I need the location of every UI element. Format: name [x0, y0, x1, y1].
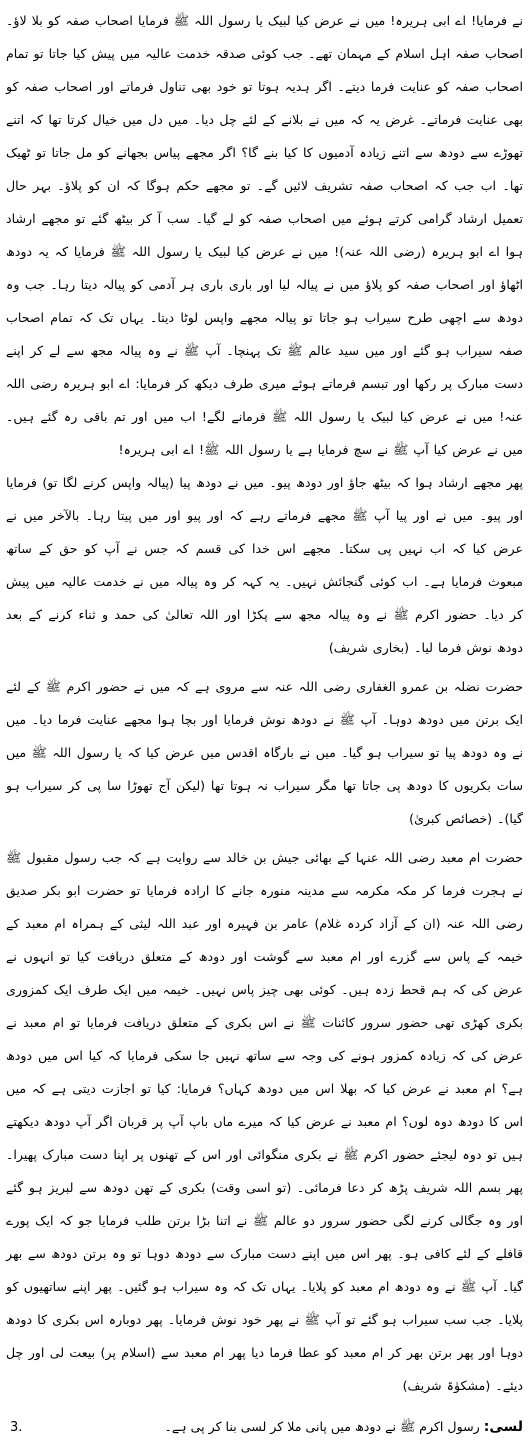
paragraph-3: حضرت نضلہ بن عمرو الغفاری رضی اللہ عنہ سے مروی ہے کہ میں نے حضور اکرم ﷺ کے لئے ایک برتن میں دودھ دوہا۔ آپ ﷺ نے دودھ نوش فرمایا اور بچا ہوا مجھے عنایت فرما دیا۔ میں نے وہ دودھ پیا تو سیراب ہو گیا۔ میں نے بارگاہ اقدس میں عرض کیا کہ یا رسول اللہ ﷺ میں سات بکریوں کا دودھ پی جاتا تھا مگر سیراب نہ ہوتا تھا (لیکن آج تھوڑا سا پی کر سیراب ہو گیا)۔ (خصائص کبریٰ) [6, 679, 523, 826]
list-item-text: رسول اکرم ﷺ نے دودھ میں پانی ملا کر لسی بنا کر پی ہے۔ [164, 1419, 480, 1434]
document-page [6, 4, 523, 1444]
paragraph-4: حضرت ام معبد رضی اللہ عنہا کے بھائی جیش بن خالد سے روایت ہے کہ جب رسول مقبول ﷺ نے ہجرت فرما کر مکہ مکرمہ سے مدینہ منورہ جانے کا ارادہ فرمایا تو حضرت ابو بکر صدیق رضی اللہ عنہ (ان کے آزاد کردہ غلام) عامر بن فہیرہ اور عبد اللہ لیثی کے ہمراہ ام معبد کے خیمہ کے پاس سے گزرے اور ام معبد سے گوشت اور دودھ کے متعلق دریافت کیا تو انہوں نے عرض کی کہ ہم قحط زدہ ہیں۔ کوئی بھی چیز پاس نہیں۔ خیمہ میں ایک طرف ایک کمزوری بکری کھڑی تھی حضور سرور کائنات ﷺ نے اس بکری کے متعلق دریافت فرمایا تو ام معبد نے عرض کی کہ زیادہ کمزور ہونے کی وجہ سے ساتھ نہیں جا سکی فرمایا کہ کیا اس میں دودھ ہے؟ ام معبد نے عرض کیا کہ بھلا اس میں دودھ کہاں؟ فرمایا: کیا تو اجازت دیتی ہے کہ میں اس کا دودھ دوہ لوں؟ ام معبد نے عرض کیا کہ میرے ماں باپ آپ پر قربان اگر آپ دودھ دیکھتے ہیں تو دوہ لیجئے حضور اکرم ﷺ نے بکری منگوائی اور اس کے تھنوں پر اپنا دست مبارک پھیرا۔ پھر بسم اللہ شریف پڑھ کر دعا فرمائی۔ (تو اسی وقت) بکری کے تھن دودھ سے لبریز ہو گئے اور وہ جگالی کرنے لگی حضور سرور دو عالم ﷺ نے اتنا بڑا برتن طلب فرمایا جو کہ ایک پورے قافلے کے لئے کافی ہو۔ پھر اس میں اپنے دست مبارک سے دودھ دوہا تو وہ برتن دودھ سے بھر گیا۔ آپ ﷺ نے وہ دودھ ام معبد کو پلایا۔ یہاں تک کہ وہ سیراب ہو گئیں۔ پھر اپنے ساتھیوں کو پلایا۔ جب سب سیراب ہو گئے تو آپ ﷺ نے پھر خود نوش فرمایا۔ پھر دوبارہ اس بکری کا دودھ دوہا اور پھر برتن بھر کر ام معبد کو عطا فرما دیا پھر ام معبد سے (اسلام پر) بیعت لی اور چل دیئے۔ (مشکوٰۃ شریف) [6, 850, 523, 1393]
list-item-number: 3. [10, 1420, 23, 1435]
list-item-label: لسی: [483, 1419, 523, 1435]
list-item-lassi [6, 1410, 523, 1444]
paragraph-2: پھر مجھے ارشاد ہوا کہ بیٹھ جاؤ اور دودھ پیو۔ میں نے دودھ پیا (پیالہ واپس کرنے لگا تو) فرمایا اور پیو۔ میں نے اور پیا آپ ﷺ مجھے فرماتے رہے کہ اور پیو اور میں پیتا رہا۔ بالآخر میں نے عرض کیا کہ اب نہیں پی سکتا۔ مجھے اس خدا کی قسم کہ جس نے آپ کو حق کے ساتھ مبعوث فرمایا ہے۔ اب کوئی گنجائش نہیں۔ یہ کہہ کر وہ پیالہ میں نے خدمت عالیہ میں پیش کر دیا۔ حضور اکرم ﷺ نے وہ پیالہ مجھ سے پکڑا اور اللہ تعالیٰ کی حمد و ثناء کرنے کے بعد دودھ نوش فرما لیا۔ (بخاری شریف) [6, 475, 523, 655]
paragraph-1: نے فرمایا! اے ابی ہریرہ! میں نے عرض کیا لبیک یا رسول اللہ ﷺ فرمایا اصحاب صفہ کو بلا لاؤ۔ اصحاب صفہ اہل اسلام کے مہمان تھے۔ جب کوئی صدقہ خدمت عالیہ میں پیش کیا جاتا تو تمام اصحاب صفہ کو عنایت فرما دیتے۔ اگر ہدیہ ہوتا تو خود بھی تناول فرماتے اور اصحاب صفہ کو بھی عنایت فرماتے۔ غرض یہ کہ میں نے بلانے کے لئے چل دیا۔ میں دل میں خیال کرتا تھا کہ اتنے تھوڑے سے دودھ سے اتنے زیادہ آدمیوں کا کیا بنے گا؟ اگر مجھے پیاس بجھانے کو مل جاتا تو ٹھیک تھا۔ اب جب کہ اصحاب صفہ تشریف لائیں گے۔ تو مجھے حکم ہوگا کہ ان کو پلاؤ۔ بہر حال تعمیل ارشاد گرامی کرتے ہوئے میں اصحاب صفہ کو لے گیا۔ سب آ کر بیٹھ گئے تو مجھے ارشاد ہوا اے ابو ہریرہ (رضی اللہ عنہ)! میں نے عرض کیا لبیک یا رسول اللہ ﷺ فرمایا کہ یہ دودھ اٹھاؤ اور اصحاب صفہ کو پلاؤ میں نے پیالہ لیا اور باری باری ہر آدمی کو پیالہ دیتا رہا۔ جب وہ دودھ سے اچھی طرح سیراب ہو جاتا تو پیالہ مجھے واپس لوٹا دیتا۔ یہاں تک کہ تمام اصحاب صفہ سیراب ہو گئے اور میں سید عالم ﷺ تک پہنچا۔ آپ ﷺ نے وہ پیالہ مجھ سے لے کر اپنے دست مبارک پر رکھا اور تبسم فرماتے ہوئے میری طرف دیکھ کر فرمایا: اے ابو ہریرہ رضی اللہ عنہ! میں نے عرض کیا لبیک یا رسول اللہ ﷺ فرمانے لگے! اب میں اور تم باقی رہ گئے ہیں۔ میں نے عرض کیا آپ ﷺ نے سچ فرمایا ہے یا رسول اللہ ﷺ! اے ابی ہریرہ! [6, 13, 523, 457]
list-item-body [32, 1410, 523, 1444]
